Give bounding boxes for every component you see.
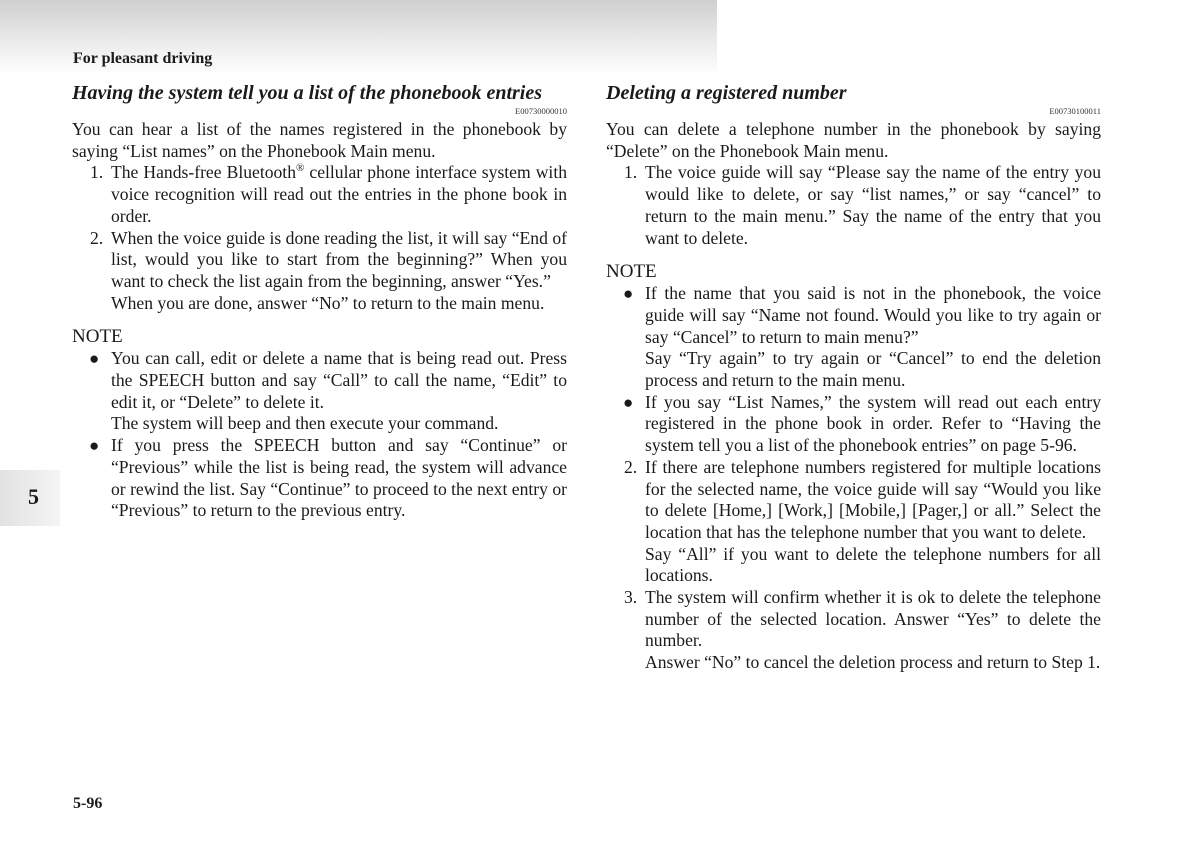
step-text: The voice guide will say “Please say the name of the entry you would like to delete, or say “list names,” or say “cancel” to return to the main menu.” Say the name of the entry that you want to delete. bbox=[645, 162, 1101, 248]
step-number: 2. bbox=[624, 456, 638, 477]
registered-mark: ® bbox=[296, 162, 305, 175]
intro-paragraph: You can delete a telephone number in the phonebook by saying “Delete” on the Phonebook Main menu. bbox=[606, 119, 1101, 161]
bullet-icon: ● bbox=[623, 284, 634, 304]
step-text-lead: The Hands-free Bluetooth bbox=[111, 162, 296, 183]
step-list bbox=[72, 162, 567, 314]
note-list bbox=[606, 283, 1101, 457]
note-text: If you say “List Names,” the system will read out each entry registered in the phone book in order. Refer to “Having the system tell you a list of the phonebook entries” on page 5-96. bbox=[645, 391, 1101, 456]
right-column bbox=[606, 82, 1101, 674]
list-item bbox=[72, 228, 567, 315]
step-list bbox=[606, 457, 1101, 674]
section-code: E00730100011 bbox=[1049, 106, 1101, 116]
note-text: If you press the SPEECH button and say “Continue” or “Previous” while the list is being read, the system will advance or rewind the list. Say “Continue” to proceed to the next entry or “Previous” to return to the previous entry. bbox=[111, 435, 567, 521]
note-text: If the name that you said is not in the phonebook, the voice guide will say “Name not found. Would you like to try again or say “Cancel” to return to main menu?” bbox=[645, 283, 1101, 347]
note-text: You can call, edit or delete a name that is being read out. Press the SPEECH button and say “Call” to call the name, “Edit” to edit it, or “Delete” to delete it. bbox=[111, 348, 567, 412]
list-item bbox=[72, 162, 567, 227]
list-item bbox=[72, 435, 567, 522]
list-item bbox=[72, 348, 567, 435]
chapter-number: 5 bbox=[28, 484, 39, 509]
section-title: Having the system tell you a list of the phonebook entries bbox=[72, 82, 542, 104]
bullet-icon: ● bbox=[89, 349, 100, 369]
intro-paragraph: You can hear a list of the names registered in the phonebook by saying “List names” on the Phonebook Main menu. bbox=[72, 119, 567, 161]
step-continuation: When you are done, answer “No” to return to the main menu. bbox=[111, 292, 545, 313]
section-title: Deleting a registered number bbox=[606, 82, 847, 104]
step-text: If there are telephone numbers registered for multiple locations for the selected name, the voice guide will say “Would you like to delete [Home,] [Work,] [Mobile,] [Pager,] or all.” Select the location that has the telephone number that you want to delete. bbox=[645, 456, 1101, 542]
note-heading: NOTE bbox=[72, 326, 123, 348]
step-number: 3. bbox=[624, 587, 638, 608]
step-continuation: Say “All” if you want to delete the telephone numbers for all locations. bbox=[645, 543, 1101, 586]
step-text: cellular phone interface system with voice recognition will read out the entries in the phone book in order. bbox=[111, 162, 567, 226]
note-heading: NOTE bbox=[606, 261, 657, 283]
list-item bbox=[606, 392, 1101, 457]
left-column bbox=[72, 82, 567, 522]
step-number: 2. bbox=[90, 227, 104, 248]
section-code: E00730000010 bbox=[515, 106, 567, 116]
bullet-icon: ● bbox=[623, 392, 634, 412]
running-head: For pleasant driving bbox=[73, 50, 213, 67]
list-item bbox=[606, 162, 1101, 249]
list-item bbox=[606, 283, 1101, 392]
note-continuation: Say “Try again” to try again or “Cancel” to end the deletion process and return to the main menu. bbox=[645, 348, 1101, 391]
list-item bbox=[606, 587, 1101, 674]
bullet-icon: ● bbox=[89, 436, 100, 456]
note-list bbox=[72, 348, 567, 522]
step-text: When the voice guide is done reading the list, it will say “End of list, would you like to start from the beginning?” When you want to check the list again from the beginning, answer “Yes.” bbox=[111, 227, 567, 291]
step-continuation: Answer “No” to cancel the deletion process and return to Step 1. bbox=[645, 652, 1101, 673]
step-list bbox=[606, 162, 1101, 249]
note-continuation: The system will beep and then execute your command. bbox=[111, 413, 499, 434]
list-item bbox=[606, 457, 1101, 587]
page-number: 5-96 bbox=[73, 795, 103, 812]
step-number: 1. bbox=[624, 162, 638, 183]
step-number: 1. bbox=[90, 162, 104, 183]
step-text: The system will confirm whether it is ok to delete the telephone number of the selected location. Answer “Yes” to delete the number. bbox=[645, 587, 1101, 651]
